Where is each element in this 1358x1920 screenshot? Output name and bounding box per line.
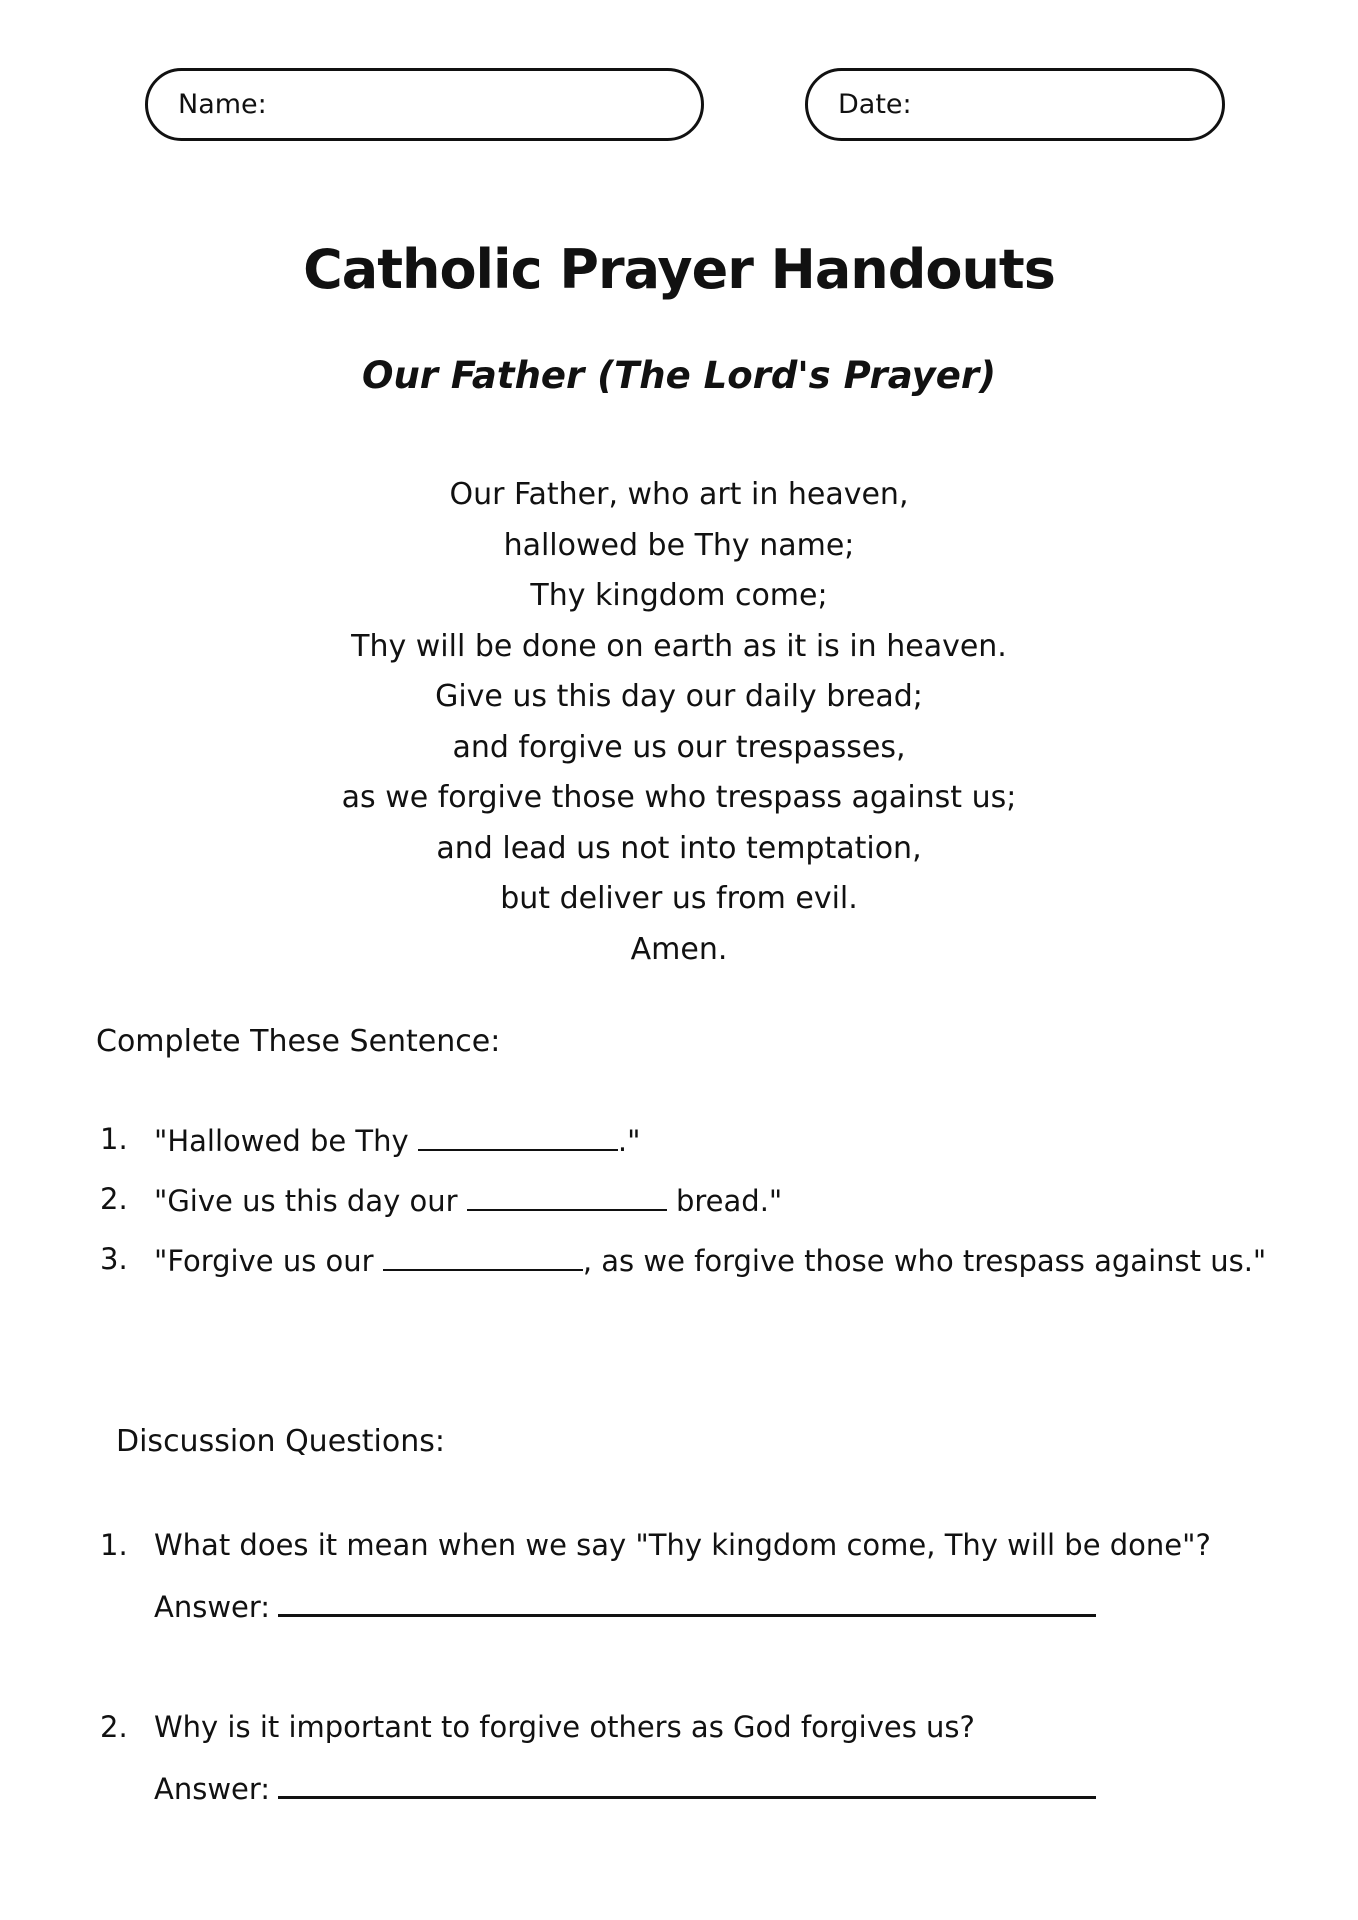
prayer-line: but deliver us from evil.: [500, 881, 858, 916]
answer-row: [154, 1770, 1096, 1806]
answer-line[interactable]: [278, 1770, 1096, 1799]
answer-line[interactable]: [278, 1588, 1096, 1617]
answer-label: Answer:: [154, 1590, 271, 1624]
name-label: Name:: [178, 89, 267, 120]
item-number: 1.: [100, 1122, 128, 1156]
prayer-text: [0, 470, 1358, 975]
blank-line[interactable]: [383, 1242, 583, 1271]
header-row: [0, 0, 1358, 150]
date-field[interactable]: [805, 68, 1225, 141]
answer-row: [154, 1588, 1096, 1624]
discussion-questions-heading: Discussion Questions:: [116, 1424, 445, 1459]
blank-line[interactable]: [418, 1122, 618, 1151]
prayer-line: as we forgive those who trespass against us;: [341, 780, 1017, 815]
prayer-line: Thy will be done on earth as it is in heaven.: [351, 628, 1007, 664]
date-label: Date:: [838, 89, 912, 120]
page-title: Catholic Prayer Handouts: [303, 238, 1055, 301]
item-number: 2.: [100, 1182, 128, 1216]
question-number: 1.: [100, 1528, 128, 1562]
question-text: Why is it important to forgive others as God forgives us?: [154, 1710, 975, 1744]
name-field[interactable]: [145, 68, 704, 141]
prayer-line: Give us this day our daily bread;: [435, 679, 923, 714]
item-text: "Hallowed be Thy .": [154, 1124, 641, 1158]
answer-label: Answer:: [154, 1772, 271, 1806]
blank-line[interactable]: [467, 1182, 667, 1211]
prayer-line: hallowed be Thy name;: [503, 527, 855, 563]
prayer-line: Our Father, who art in heaven,: [449, 477, 909, 512]
prayer-line: Thy kingdom come;: [530, 578, 828, 613]
prayer-line: Amen.: [630, 931, 728, 967]
prayer-line: and forgive us our trespasses,: [452, 729, 906, 765]
prayer-subtitle: Our Father (The Lord's Prayer): [361, 354, 997, 397]
item-number: 3.: [100, 1242, 128, 1276]
item-text: "Give us this day our bread.": [154, 1184, 783, 1218]
prayer-line: and lead us not into temptation,: [436, 830, 922, 866]
question-text: What does it mean when we say "Thy kingdom come, Thy will be done"?: [154, 1528, 1211, 1562]
complete-sentences-heading: Complete These Sentence:: [96, 1024, 501, 1059]
item-text: "Forgive us our , as we forgive those who trespass against us.": [154, 1244, 1267, 1278]
question-number: 2.: [100, 1710, 128, 1744]
